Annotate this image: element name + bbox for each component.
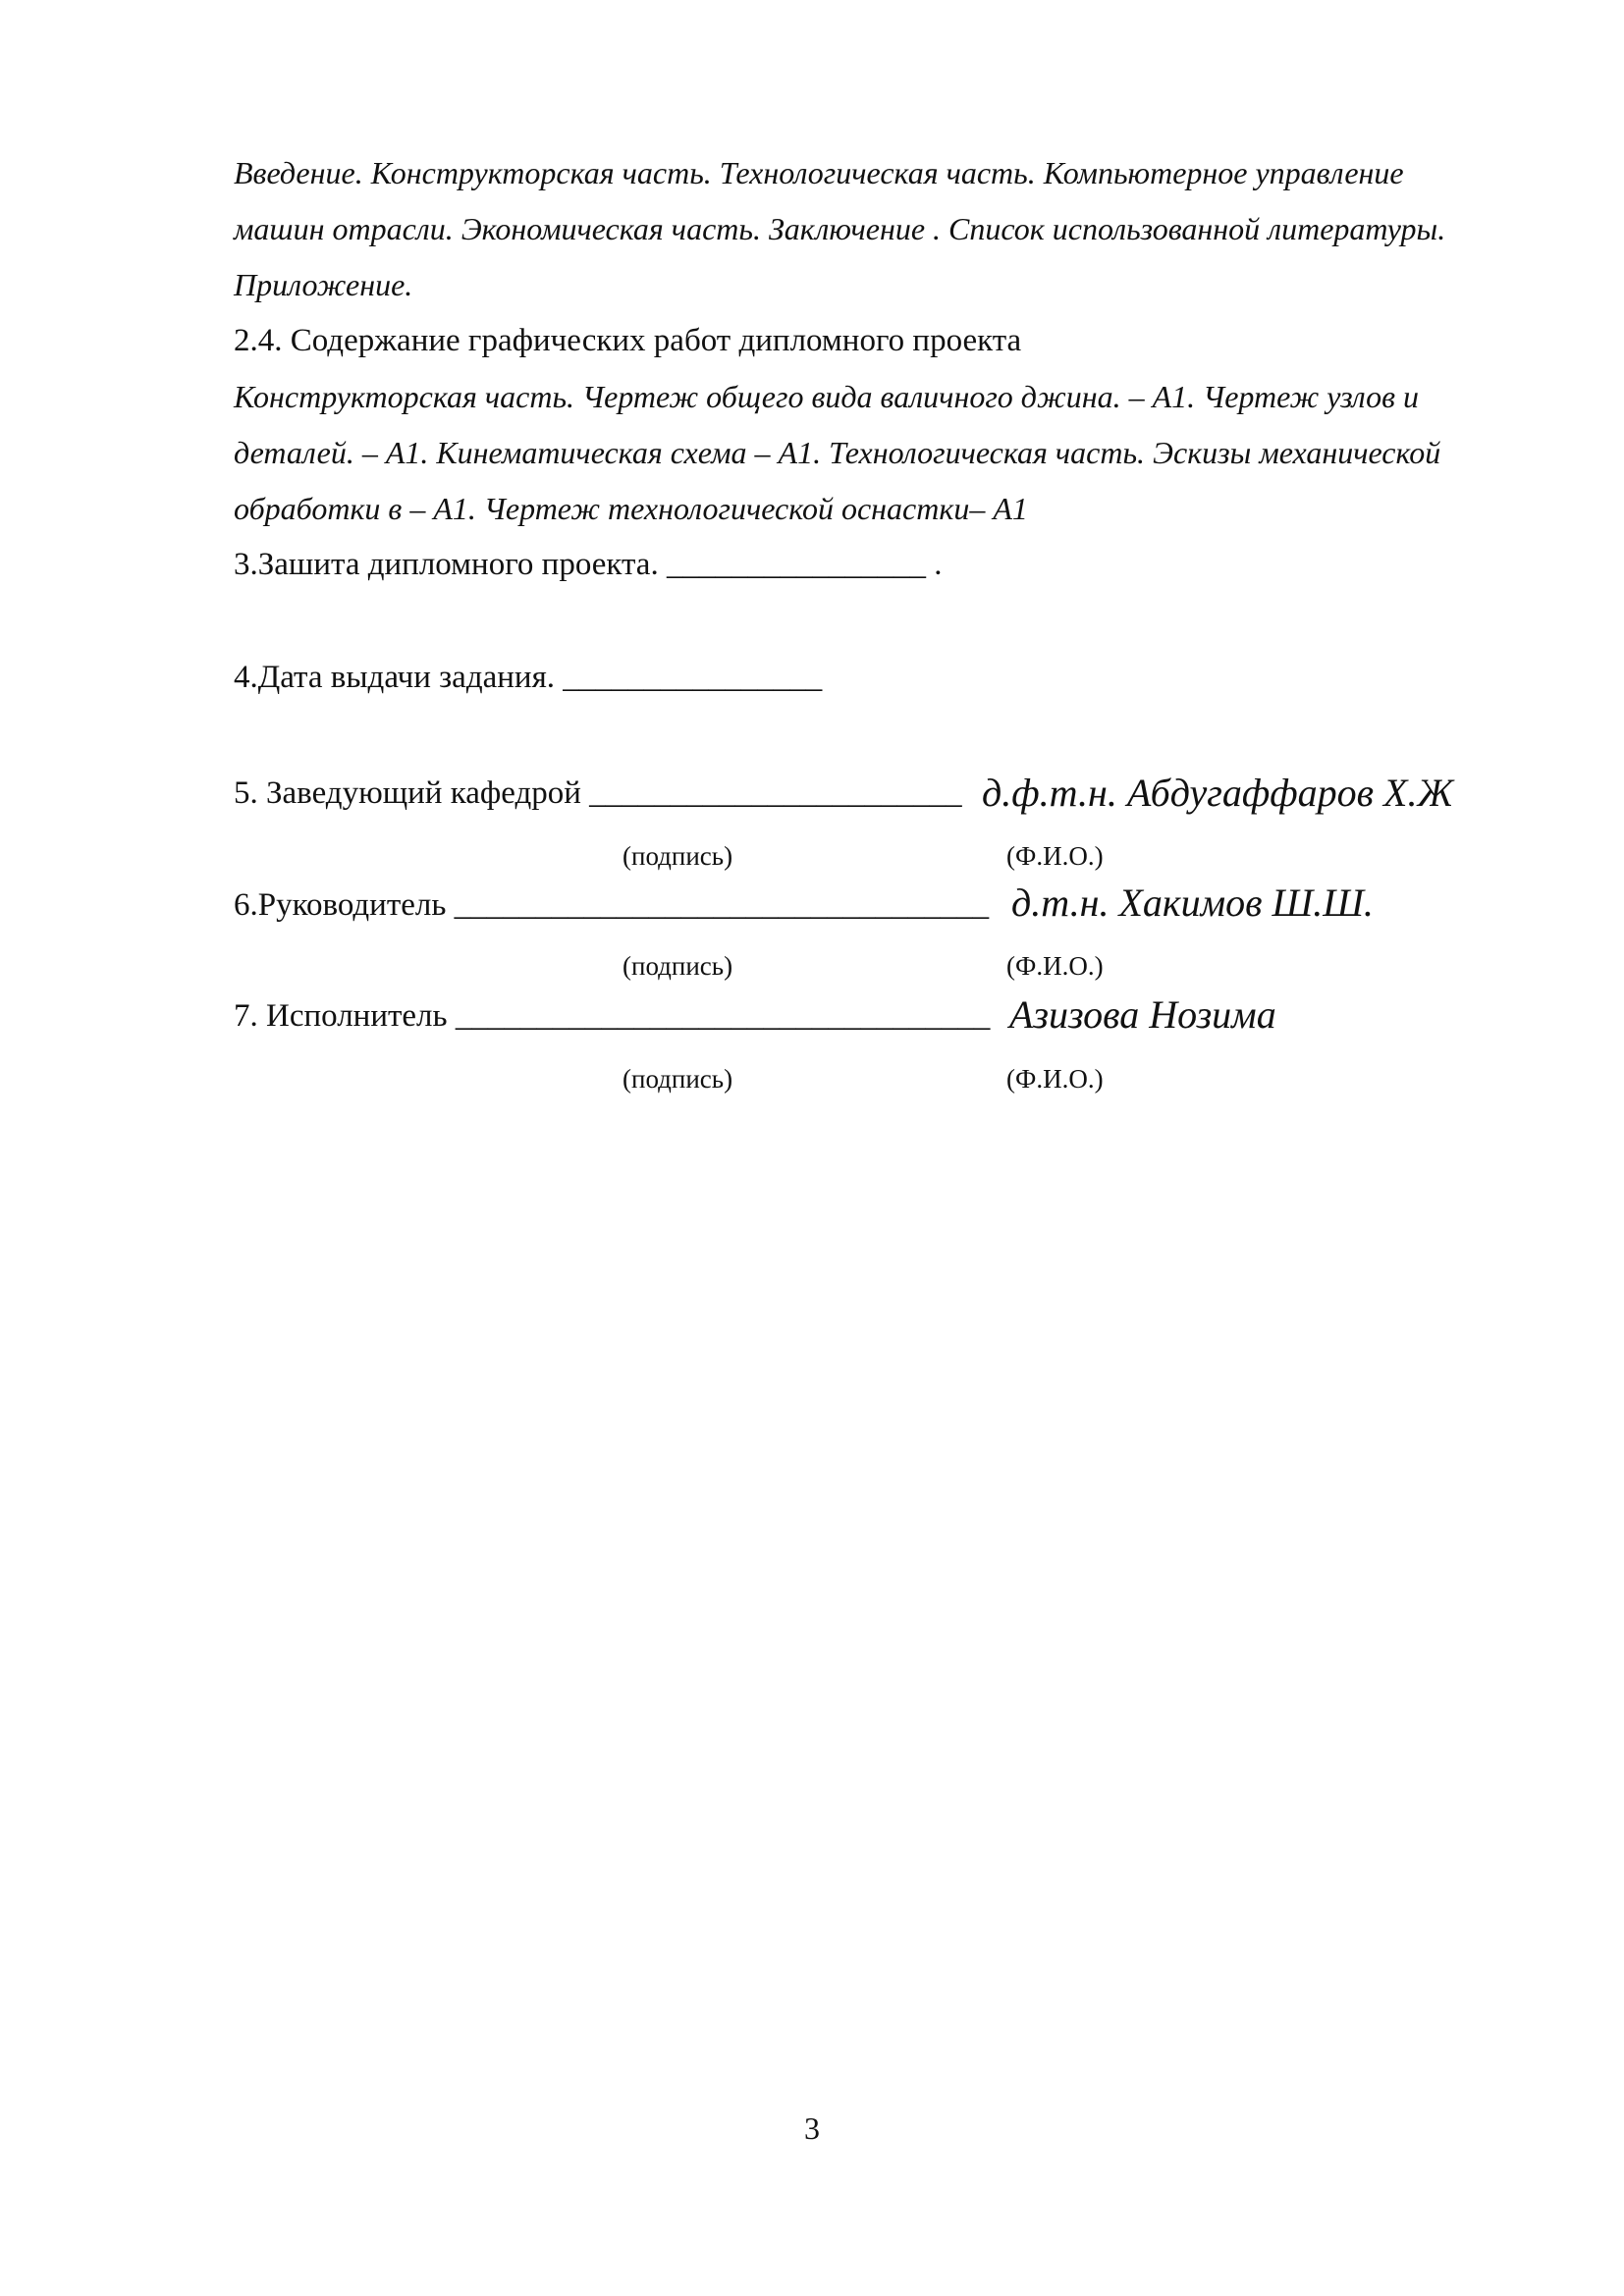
department-head-label: 5. Заведующий кафедрой _______________________ — [234, 775, 962, 811]
contents-line-3: Приложение. — [234, 267, 413, 302]
graphics-line-3: обработки в – А1. Чертеж технологической оснастки– А1 — [234, 491, 1028, 526]
issue-date-line: 4.Дата выдачи задания. ________________ — [234, 660, 823, 695]
name-caption: (Ф.И.О.) — [1006, 951, 1104, 981]
section-2-4-heading: 2.4. Содержание графических работ дипломного проекта — [234, 323, 1022, 358]
contents-line-2: машин отрасли. Экономическая часть. Заключение . Список использованной литературы. — [234, 211, 1446, 246]
defense-date-line: 3.Зашита дипломного проекта. ________________ . — [234, 547, 943, 582]
name-caption: (Ф.И.О.) — [1006, 1064, 1104, 1094]
supervisor-label: 6.Руководитель _________________________________ — [234, 887, 990, 923]
signature-caption: (подпись) — [623, 951, 733, 981]
page-number: 3 — [804, 2110, 820, 2146]
executor-label: 7. Исполнитель _________________________________ — [234, 998, 991, 1034]
signature-caption: (подпись) — [623, 841, 733, 871]
executor-name: Азизова Нозима — [1009, 992, 1276, 1037]
graphics-line-1: Конструкторская часть. Чертеж общего вида валичного джина. – А1. Чертеж узлов и — [234, 379, 1419, 414]
graphics-line-2: деталей. – А1. Кинематическая схема – А1. Технологическая часть. Эскизы механической — [234, 435, 1441, 470]
contents-line-1: Введение. Конструкторская часть. Технологическая часть. Компьютерное управление — [234, 155, 1404, 190]
department-head-name: д.ф.т.н. Абдугаффаров Х.Ж — [982, 771, 1454, 815]
supervisor-name: д.т.н. Хакимов Ш.Ш. — [1011, 881, 1374, 925]
name-caption: (Ф.И.О.) — [1006, 841, 1104, 871]
signature-caption: (подпись) — [623, 1064, 733, 1094]
